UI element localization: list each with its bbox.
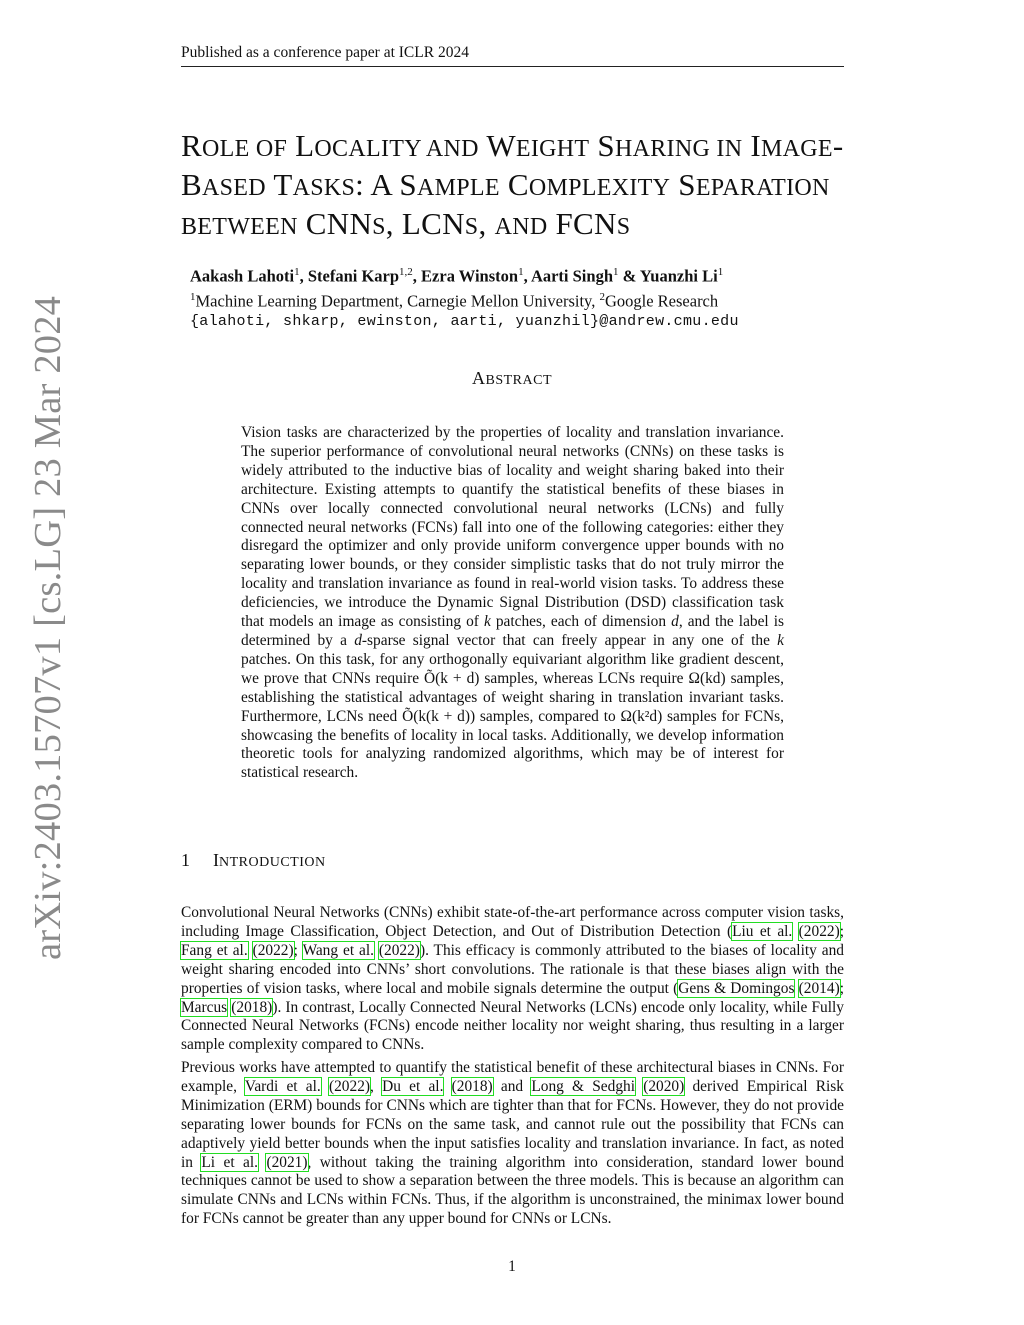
title-line-2: BASED TASKS: A SAMPLE COMPLEXITY SEPARATION bbox=[181, 167, 830, 202]
citation-year-link[interactable]: (2022) bbox=[798, 922, 840, 940]
citation-year-link[interactable]: (2022) bbox=[378, 941, 420, 959]
citation-year-link[interactable]: (2018) bbox=[451, 1077, 493, 1095]
citation-link[interactable]: Du et al. bbox=[382, 1077, 444, 1095]
citation-link[interactable]: Marcus bbox=[181, 998, 228, 1016]
citation-year-link[interactable]: (2018) bbox=[231, 998, 273, 1016]
citation-link[interactable]: Fang et al. bbox=[181, 941, 248, 959]
math-cnn-bound: Õ(k + d) bbox=[424, 669, 480, 687]
arxiv-identifier: arXiv:2403.15707v1 [cs.LG] 23 Mar 2024 bbox=[27, 295, 69, 960]
citation-year-link[interactable]: (2022) bbox=[252, 941, 294, 959]
citation-link[interactable]: Liu et al. bbox=[732, 922, 793, 940]
paper-title bbox=[181, 128, 861, 245]
citation-year-link[interactable]: (2020) bbox=[643, 1077, 685, 1095]
intro-paragraph-2: Previous works have attempted to quantify the statistical benefit of these architectural biases in CNNs. For example, Vardi et al. (2022), Du et al. (2018) and Long & Sedghi (2020) derived Empirical Risk Minimization (ERM) bounds for CNNs which are tighter than that for FCNs. However, they do not provide separating lower bounds for FCNs on the same task, and cannot rule out the possibility that FCNs can adaptively yield better bounds when the input satisfies locality and translation invariance. In fact, as noted in Li et al. (2021), without taking the training algorithm into consideration, standard lower bound techniques cannot be used to show a separation between the three models. This is because an algorithm can simulate CNNs and LCNs within FCNs. Thus, if the algorithm is unconstrained, the minimax lower bound for FCNs cannot be greater than any upper bound for CNNs or LCNs. bbox=[181, 1059, 845, 1228]
running-header: Published as a conference paper at ICLR 2024 bbox=[181, 44, 844, 67]
author-block bbox=[190, 262, 840, 332]
citation-year-link[interactable]: (2021) bbox=[266, 1153, 308, 1171]
citation-link[interactable]: Long & Sedghi bbox=[531, 1077, 635, 1095]
affiliations: $^1$Machine Learning Department, Carnegie Mellon University, $^2$Google Research bbox=[190, 290, 719, 310]
author-emails: {alahoti, shkarp, ewinston, aarti, yuanzhil}@andrew.cmu.edu bbox=[190, 313, 739, 330]
page-number: 1 bbox=[508, 1258, 516, 1275]
abstract-heading: ABSTRACT bbox=[471, 368, 552, 388]
title-line-1: ROLE OF LOCALITY AND WEIGHT SHARING IN IMAGE- bbox=[181, 128, 844, 163]
author-names: Aakash Lahoti$^1$, Stefani Karp$^{1,2}$, Ezra Winston$^1$, Aarti Singh$^1$ & Yuanzhi Li$^1$ bbox=[190, 266, 724, 286]
section-heading-introduction: 1 INTRODUCTION bbox=[181, 850, 326, 870]
math-fcn-lower-bound: Ω(k²d) bbox=[620, 707, 663, 725]
citation-year-link[interactable]: (2022) bbox=[328, 1077, 371, 1095]
citation-link[interactable]: Li et al. bbox=[201, 1153, 259, 1171]
math-lcn-lower-bound: Ω(kd) bbox=[688, 669, 726, 687]
abstract-text: Vision tasks are characterized by the properties of locality and translation invariance. The superior performance of convolutional neural networks (CNNs) on these tasks is widely attributed to the inductive bias of locality and weight sharing baked into their architecture. Existing attempts to quantify the statistical benefits of these biases in CNNs over locally connected convolutional neural networks (LCNs) and fully connected neural networks (FCNs) fall into one of the following categories: either they disregard the optimizer and only provide uniform convergence upper bounds with no separating lower bounds, or they consider simplistic tasks that do not truly mirror the locality and translation invariance as found in real-world vision tasks. To address these deficiencies, we introduce the Dynamic Signal Distribution (DSD) classification task that models an image as consisting of k patches, each of dimension d, and the label is determined by a d-sparse signal vector that can freely appear in any one of the k patches. On this task, for any orthogonally equivariant algorithm like gradient descent, we prove that CNNs require Õ(k + d) samples, whereas LCNs require Ω(kd) samples, establishing the statistical advantages of weight sharing in translation invariant tasks. Furthermore, LCNs need Õ(k(k + d)) samples, compared to Ω(k²d) samples for FCNs, showcasing the benefits of locality in local tasks. Additionally, we develop information theoretic tools for analyzing randomized algorithms, which may be of interest for statistical research. bbox=[241, 424, 785, 782]
citation-link[interactable]: Vardi et al. bbox=[244, 1077, 321, 1095]
citation-year-link[interactable]: (2014) bbox=[798, 979, 840, 997]
math-lcn-upper-bound: Õ(k(k + d)) bbox=[402, 707, 476, 725]
citation-link[interactable]: Gens & Domingos bbox=[678, 979, 795, 997]
intro-paragraph-1: Convolutional Neural Networks (CNNs) exhibit state-of-the-art performance across computer vision tasks, including Image Classification, Object Detection, and Out of Distribution Detection (Liu et al. (2022); Fang et al. (2022); Wang et al. (2022)). This efficacy is commonly attributed to the biases of locality and weight sharing encoded into CNNs’ short convolutions. The rationale is that these biases align with the properties of vision tasks, where local and mobile signals determine the output (Gens & Domingos (2014); Marcus (2018)). In contrast, Locally Connected Neural Networks (LCNs) encode only locality, while Fully Connected Neural Networks (FCNs) encode neither locality nor weight sharing, thus resulting in a larger sample complexity compared to CNNs. bbox=[181, 904, 844, 1054]
citation-link[interactable]: Wang et al. bbox=[302, 941, 374, 959]
title-line-3: BETWEEN CNNS, LCNS, AND FCNS bbox=[181, 206, 631, 241]
